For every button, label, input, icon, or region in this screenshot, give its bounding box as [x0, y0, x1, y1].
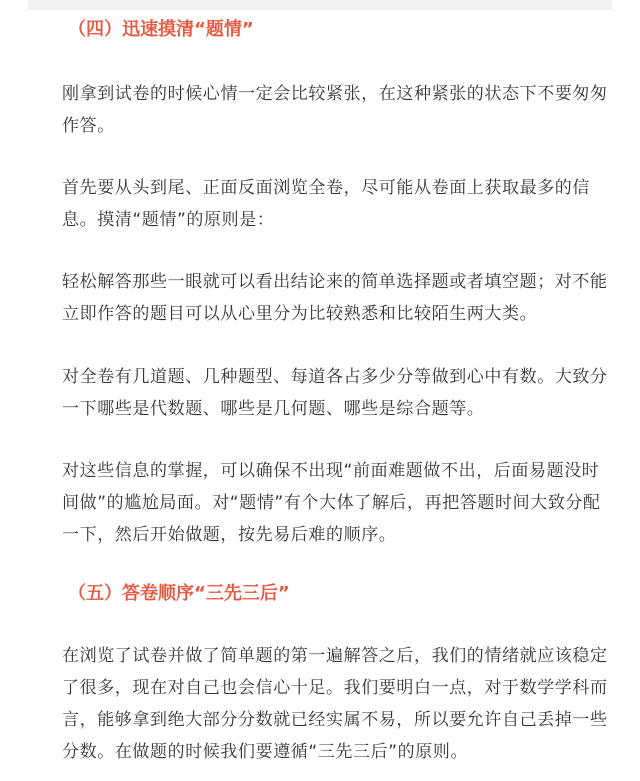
section-5-heading: （五）答卷顺序“三先三后” — [68, 583, 290, 604]
paragraph: 轻松解答那些一眼就可以看出结论来的简单选择题或者填空题；对不能立即作答的题目可以从心里分为比较熟悉和比较陌生两大类。 — [62, 272, 608, 324]
paragraph: 刚拿到试卷的时候心情一定会比较紧张，在这种紧张的状态下不要匆匆作答。 — [62, 84, 608, 136]
section-4-heading: （四）迅速摸清“题情” — [68, 19, 254, 40]
paragraph: 对这些信息的掌握，可以确保不出现“前面难题做不出，后面易题没时间做”的尴尬局面。对“题情”有个大体了解后，再把答题时间大致分配一下，然后开始做题，按先易后难的顺序。 — [62, 461, 601, 545]
paragraph: 在浏览了试卷并做了简单题的第一遍解答之后，我们的情绪就应该稳定了很多，现在对自己也会信心十足。我们要明白一点，对于数学学科而言，能够拿到绝大部分分数就已经实属不易，所以要允许自己丢掉一些分数。在做题的时候我们要遵循“三先三后”的原则。 — [62, 646, 608, 762]
paragraph: 对全卷有几道题、几种题型、每道各占多少分等做到心中有数。大致分一下哪些是代数题、哪些是几何题、哪些是综合题等。 — [62, 367, 608, 419]
paragraph: 首先要从头到尾、正面反面浏览全卷，尽可能从卷面上获取最多的信息。摸清“题情”的原则是： — [62, 178, 590, 230]
